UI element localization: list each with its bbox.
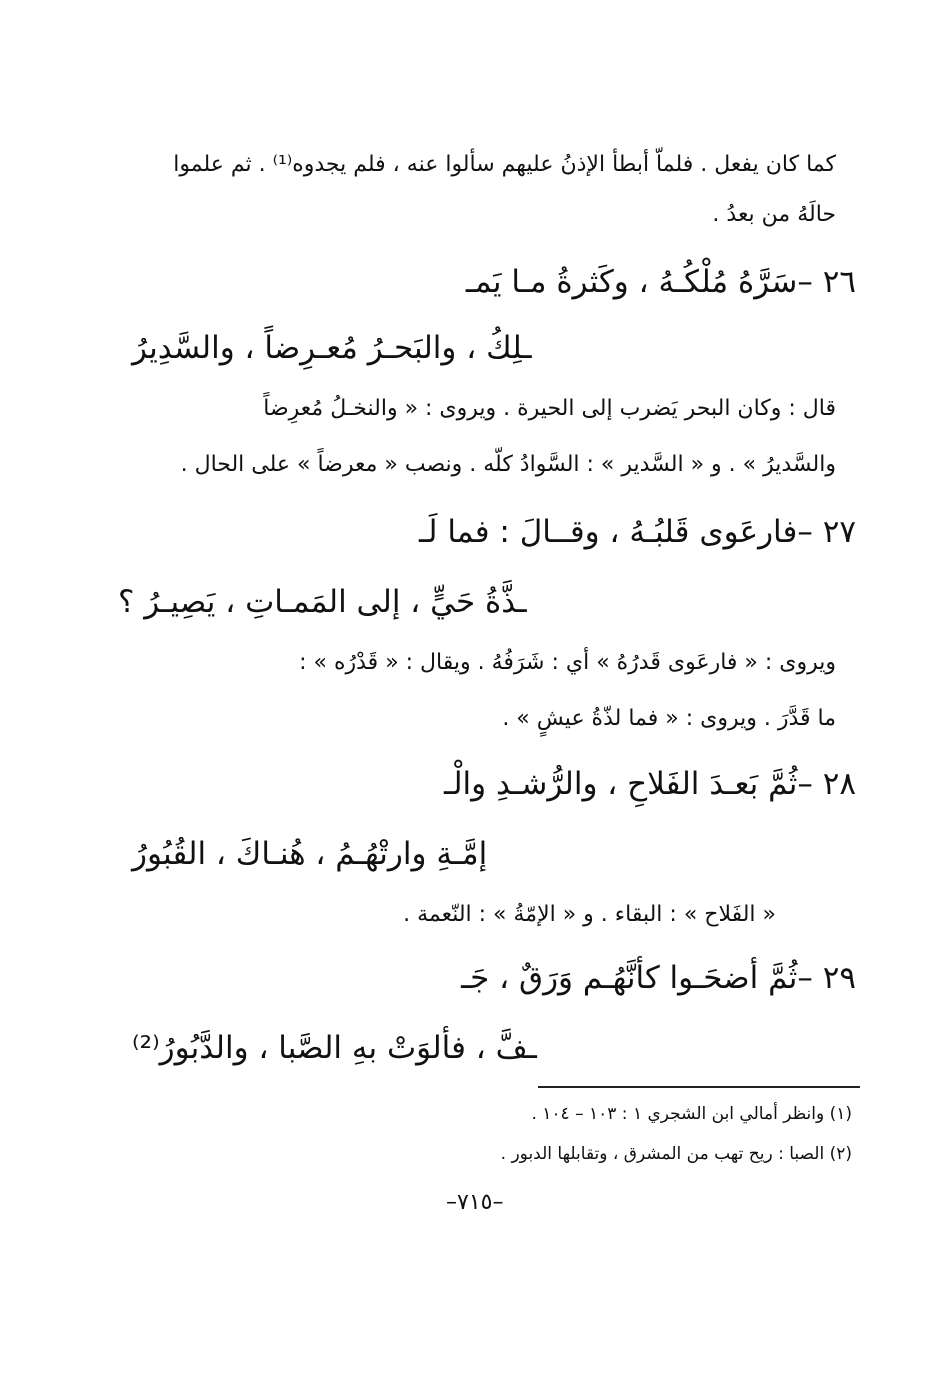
footnote: (١) وانظر أمالي ابن الشجري ١ : ١٠٣ – ١٠٤ .	[531, 1104, 852, 1124]
footnote: (٢) الصبا : ريح تهب من المشرق ، وتقابلها الدبور .	[500, 1144, 852, 1164]
commentary-line: والسَّديرُ » . و « السَّدير » : السَّوادُ كلّه . ونصب « معرضاً » على الحال .	[180, 452, 836, 477]
verse-hemistich-second: ـفَّ ، فألوَتْ بهِ الصَّبا ، والدَّبُورُ⁽²⁾	[132, 1030, 537, 1066]
prose-line: حالَهُ من بعدُ .	[712, 202, 836, 227]
commentary-line: « الفَلاح » : البقاء . و « الإمّةُ » : النّعمة .	[403, 902, 776, 927]
commentary-line: ويروى : « فارعَوى قَدرُهُ » أي : شَرَفُهُ . ويقال : « قَدْرُه » :	[299, 650, 836, 675]
commentary-line: قال : وكان البحر يَضرب إلى الحيرة . ويروى : « والنخـلُ مُعرِضاً	[263, 396, 836, 421]
verse-hemistich-first: ٢٩ –ثُمَّ أضحَـوا كأنَّهُـم وَرَقٌ ، جَـ	[461, 960, 856, 996]
footnote-separator	[538, 1086, 860, 1088]
verse-hemistich-first: ٢٨ –ثُمَّ بَعـدَ الفَلاحِ ، والرُّشـدِ والْـ	[444, 766, 856, 802]
verse-hemistich-second: إمَّـةِ وارتْهُـمُ ، هُنـاكَ ، القُبُورُ	[132, 836, 488, 872]
verse-hemistich-first: ٢٧ –فارعَوى قَلبُـهُ ، وقــالَ : فما لَـ	[418, 514, 856, 550]
page-number: –٧١٥–	[446, 1190, 504, 1215]
verse-hemistich-second: ـذَّةُ حَيٍّ ، إلى المَمـاتِ ، يَصِيـرُ ؟	[118, 584, 527, 620]
verse-hemistich-second: ـلِكُ ، والبَحـرُ مُعـرِضاً ، والسَّدِيرُ	[132, 330, 532, 366]
commentary-line: ما قَدَّرَ . ويروى : « فما لذّةُ عيشٍ » .	[502, 706, 836, 731]
prose-line: كما كان يفعل . فلماّ أبطأ الإذنُ عليهم سألوا عنه ، فلم يجدوه⁽¹⁾ . ثم علموا	[173, 152, 836, 177]
verse-hemistich-first: ٢٦ –سَرَّهُ مُلْكُـهُ ، وكَثرةُ مـا يَمـ	[465, 264, 856, 300]
